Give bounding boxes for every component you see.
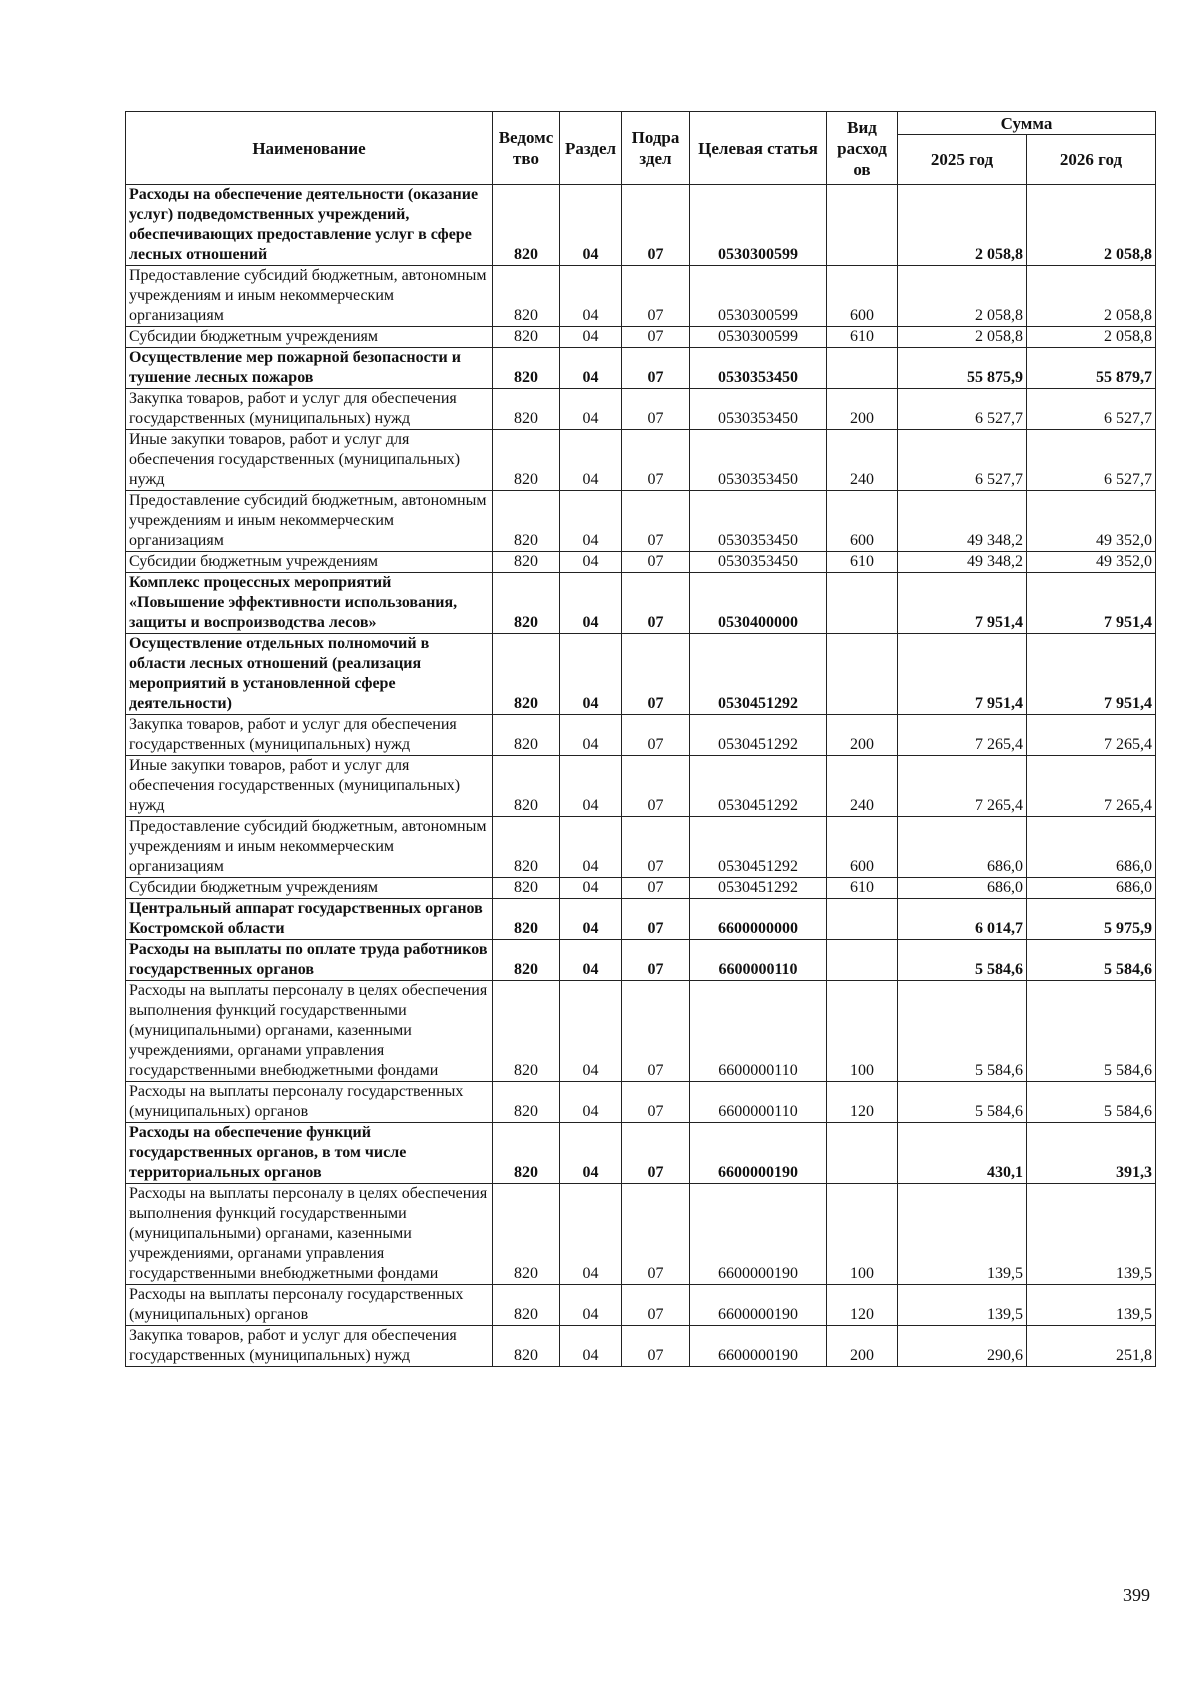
amount-2025-cell: 2 058,8 [898,327,1027,348]
vedomstvo-cell: 820 [493,1326,560,1367]
amount-2026-cell: 139,5 [1027,1285,1156,1326]
podrazdel-cell: 07 [622,1082,690,1123]
amount-2025-cell: 5 584,6 [898,940,1027,981]
table-row [126,715,1156,756]
celevaya-statya-cell: 0530353450 [690,491,827,552]
celevaya-statya-cell: 6600000190 [690,1123,827,1184]
vid-rashodov-cell: 240 [827,756,898,817]
amount-2026-cell: 6 527,7 [1027,389,1156,430]
vedomstvo-cell: 820 [493,940,560,981]
row-name-cell: Расходы на выплаты персоналу в целях обеспечения выполнения функций государственными (муниципальными) органами, казенными учреждениями, органами управления государственными внебюджетными фондами [126,1184,493,1285]
amount-2026-cell: 2 058,8 [1027,327,1156,348]
razdel-cell: 04 [560,185,622,266]
amount-2025-cell: 686,0 [898,878,1027,899]
table-row [126,348,1156,389]
vid-rashodov-cell: 200 [827,1326,898,1367]
amount-2025-cell: 5 584,6 [898,1082,1027,1123]
amount-2025-cell: 139,5 [898,1285,1027,1326]
razdel-cell: 04 [560,817,622,878]
podrazdel-cell: 07 [622,1326,690,1367]
vid-rashodov-cell: 610 [827,552,898,573]
razdel-cell: 04 [560,1326,622,1367]
table-row [126,185,1156,266]
razdel-cell: 04 [560,1184,622,1285]
amount-2026-cell: 6 527,7 [1027,430,1156,491]
amount-2025-cell: 5 584,6 [898,981,1027,1082]
amount-2025-cell: 2 058,8 [898,266,1027,327]
razdel-cell: 04 [560,1285,622,1326]
table-row [126,634,1156,715]
row-name-cell: Осуществление мер пожарной безопасности и тушение лесных пожаров [126,348,493,389]
amount-2025-cell: 430,1 [898,1123,1027,1184]
table-row [126,1326,1156,1367]
vid-rashodov-cell: 610 [827,327,898,348]
amount-2025-cell: 2 058,8 [898,185,1027,266]
celevaya-statya-cell: 0530400000 [690,573,827,634]
row-name-cell: Расходы на выплаты по оплате труда работников государственных органов [126,940,493,981]
celevaya-statya-cell: 6600000190 [690,1326,827,1367]
vid-rashodov-cell: 600 [827,817,898,878]
razdel-cell: 04 [560,634,622,715]
vedomstvo-cell: 820 [493,756,560,817]
vedomstvo-cell: 820 [493,634,560,715]
vedomstvo-cell: 820 [493,1184,560,1285]
vedomstvo-cell: 820 [493,430,560,491]
page-number: 399 [1123,1585,1150,1605]
row-name-cell: Предоставление субсидий бюджетным, автономным учреждениям и иным некоммерческим организациям [126,491,493,552]
celevaya-statya-cell: 0530353450 [690,430,827,491]
razdel-cell: 04 [560,940,622,981]
razdel-cell: 04 [560,389,622,430]
amount-2026-cell: 55 879,7 [1027,348,1156,389]
header-year-2026: 2026 год [1027,135,1156,185]
header-summa: Сумма [898,112,1156,135]
vid-rashodov-cell [827,1123,898,1184]
vedomstvo-cell: 820 [493,327,560,348]
vedomstvo-cell: 820 [493,981,560,1082]
amount-2026-cell: 7 951,4 [1027,634,1156,715]
header-row [126,112,1156,135]
amount-2026-cell: 5 584,6 [1027,940,1156,981]
vid-rashodov-cell: 100 [827,1184,898,1285]
vid-rashodov-cell: 200 [827,715,898,756]
amount-2025-cell: 7 951,4 [898,573,1027,634]
vedomstvo-cell: 820 [493,1082,560,1123]
vedomstvo-cell: 820 [493,715,560,756]
amount-2026-cell: 139,5 [1027,1184,1156,1285]
razdel-cell: 04 [560,430,622,491]
amount-2026-cell: 251,8 [1027,1326,1156,1367]
amount-2025-cell: 686,0 [898,817,1027,878]
vid-rashodov-cell: 600 [827,491,898,552]
row-name-cell: Субсидии бюджетным учреждениям [126,878,493,899]
row-name-cell: Комплекс процессных мероприятий «Повышение эффективности использования, защиты и воспроизводства лесов» [126,573,493,634]
razdel-cell: 04 [560,899,622,940]
vedomstvo-cell: 820 [493,185,560,266]
vid-rashodov-cell [827,348,898,389]
vid-rashodov-cell: 610 [827,878,898,899]
razdel-cell: 04 [560,878,622,899]
amount-2026-cell: 49 352,0 [1027,491,1156,552]
header-celevaya-statya: Целевая статья [690,112,827,185]
razdel-cell: 04 [560,327,622,348]
celevaya-statya-cell: 0530451292 [690,715,827,756]
table-row [126,1184,1156,1285]
razdel-cell: 04 [560,491,622,552]
amount-2025-cell: 6 527,7 [898,389,1027,430]
amount-2025-cell: 6 527,7 [898,430,1027,491]
amount-2025-cell: 55 875,9 [898,348,1027,389]
celevaya-statya-cell: 0530300599 [690,185,827,266]
celevaya-statya-cell: 6600000110 [690,940,827,981]
amount-2026-cell: 5 975,9 [1027,899,1156,940]
podrazdel-cell: 07 [622,552,690,573]
row-name-cell: Расходы на выплаты персоналу государственных (муниципальных) органов [126,1082,493,1123]
vedomstvo-cell: 820 [493,817,560,878]
row-name-cell: Осуществление отдельных полномочий в области лесных отношений (реализация мероприятий в установленной сфере деятельности) [126,634,493,715]
vedomstvo-cell: 820 [493,573,560,634]
podrazdel-cell: 07 [622,430,690,491]
table-row [126,899,1156,940]
podrazdel-cell: 07 [622,491,690,552]
row-name-cell: Иные закупки товаров, работ и услуг для обеспечения государственных (муниципальных) нужд [126,430,493,491]
podrazdel-cell: 07 [622,634,690,715]
vedomstvo-cell: 820 [493,899,560,940]
row-name-cell: Предоставление субсидий бюджетным, автономным учреждениям и иным некоммерческим организациям [126,266,493,327]
amount-2026-cell: 7 265,4 [1027,756,1156,817]
podrazdel-cell: 07 [622,1123,690,1184]
vid-rashodov-cell: 200 [827,389,898,430]
row-name-cell: Субсидии бюджетным учреждениям [126,552,493,573]
row-name-cell: Расходы на выплаты персоналу государственных (муниципальных) органов [126,1285,493,1326]
amount-2026-cell: 5 584,6 [1027,1082,1156,1123]
row-name-cell: Центральный аппарат государственных органов Костромской области [126,899,493,940]
amount-2026-cell: 686,0 [1027,817,1156,878]
vid-rashodov-cell: 120 [827,1285,898,1326]
vid-rashodov-cell [827,634,898,715]
celevaya-statya-cell: 0530451292 [690,634,827,715]
amount-2025-cell: 49 348,2 [898,491,1027,552]
vedomstvo-cell: 820 [493,348,560,389]
vedomstvo-cell: 820 [493,491,560,552]
vedomstvo-cell: 820 [493,389,560,430]
podrazdel-cell: 07 [622,899,690,940]
vedomstvo-cell: 820 [493,1123,560,1184]
podrazdel-cell: 07 [622,878,690,899]
row-name-cell: Субсидии бюджетным учреждениям [126,327,493,348]
vid-rashodov-cell: 100 [827,981,898,1082]
celevaya-statya-cell: 0530353450 [690,389,827,430]
header-vedomstvo: Ведомс тво [493,112,560,185]
amount-2026-cell: 2 058,8 [1027,266,1156,327]
amount-2025-cell: 290,6 [898,1326,1027,1367]
table-row [126,1285,1156,1326]
amount-2025-cell: 7 951,4 [898,634,1027,715]
vid-rashodov-cell [827,940,898,981]
vedomstvo-cell: 820 [493,266,560,327]
podrazdel-cell: 07 [622,389,690,430]
podrazdel-cell: 07 [622,266,690,327]
razdel-cell: 04 [560,266,622,327]
header-vid-rashodov: Вид расход ов [827,112,898,185]
celevaya-statya-cell: 6600000190 [690,1285,827,1326]
celevaya-statya-cell: 0530451292 [690,817,827,878]
table-row [126,573,1156,634]
razdel-cell: 04 [560,756,622,817]
table-row [126,756,1156,817]
vid-rashodov-cell [827,899,898,940]
vedomstvo-cell: 820 [493,1285,560,1326]
row-name-cell: Расходы на выплаты персоналу в целях обеспечения выполнения функций государственными (муниципальными) органами, казенными учреждениями, органами управления государственными внебюджетными фондами [126,981,493,1082]
amount-2026-cell: 391,3 [1027,1123,1156,1184]
celevaya-statya-cell: 0530300599 [690,327,827,348]
table-row [126,940,1156,981]
amount-2026-cell: 2 058,8 [1027,185,1156,266]
razdel-cell: 04 [560,573,622,634]
amount-2026-cell: 49 352,0 [1027,552,1156,573]
celevaya-statya-cell: 0530451292 [690,756,827,817]
vid-rashodov-cell: 600 [827,266,898,327]
table-row [126,491,1156,552]
vedomstvo-cell: 820 [493,552,560,573]
row-name-cell: Закупка товаров, работ и услуг для обеспечения государственных (муниципальных) нужд [126,1326,493,1367]
podrazdel-cell: 07 [622,715,690,756]
podrazdel-cell: 07 [622,981,690,1082]
razdel-cell: 04 [560,552,622,573]
table-row [126,552,1156,573]
amount-2025-cell: 7 265,4 [898,756,1027,817]
table-row [126,1082,1156,1123]
celevaya-statya-cell: 6600000190 [690,1184,827,1285]
table-row [126,327,1156,348]
amount-2026-cell: 686,0 [1027,878,1156,899]
amount-2026-cell: 7 265,4 [1027,715,1156,756]
table-row [126,430,1156,491]
table-row [126,981,1156,1082]
header-podrazdel: Подра здел [622,112,690,185]
celevaya-statya-cell: 0530353450 [690,348,827,389]
table-row [126,389,1156,430]
amount-2026-cell: 5 584,6 [1027,981,1156,1082]
amount-2025-cell: 49 348,2 [898,552,1027,573]
podrazdel-cell: 07 [622,940,690,981]
celevaya-statya-cell: 6600000110 [690,1082,827,1123]
podrazdel-cell: 07 [622,1184,690,1285]
row-name-cell: Иные закупки товаров, работ и услуг для обеспечения государственных (муниципальных) нужд [126,756,493,817]
vid-rashodov-cell [827,573,898,634]
table-row [126,1123,1156,1184]
header-name: Наименование [126,112,493,185]
table-body [126,185,1156,1367]
podrazdel-cell: 07 [622,348,690,389]
budget-table [125,111,1156,1367]
podrazdel-cell: 07 [622,756,690,817]
podrazdel-cell: 07 [622,327,690,348]
amount-2025-cell: 6 014,7 [898,899,1027,940]
amount-2025-cell: 7 265,4 [898,715,1027,756]
amount-2025-cell: 139,5 [898,1184,1027,1285]
amount-2026-cell: 7 951,4 [1027,573,1156,634]
razdel-cell: 04 [560,1082,622,1123]
header-year-2025: 2025 год [898,135,1027,185]
podrazdel-cell: 07 [622,817,690,878]
celevaya-statya-cell: 6600000110 [690,981,827,1082]
celevaya-statya-cell: 6600000000 [690,899,827,940]
vid-rashodov-cell [827,185,898,266]
podrazdel-cell: 07 [622,185,690,266]
razdel-cell: 04 [560,1123,622,1184]
row-name-cell: Расходы на обеспечение деятельности (оказание услуг) подведомственных учреждений, обеспечивающих предоставление услуг в сфере лесных отношений [126,185,493,266]
razdel-cell: 04 [560,981,622,1082]
table-row [126,266,1156,327]
razdel-cell: 04 [560,348,622,389]
celevaya-statya-cell: 0530451292 [690,878,827,899]
table-row [126,817,1156,878]
table-row [126,878,1156,899]
podrazdel-cell: 07 [622,1285,690,1326]
celevaya-statya-cell: 0530300599 [690,266,827,327]
row-name-cell: Закупка товаров, работ и услуг для обеспечения государственных (муниципальных) нужд [126,715,493,756]
vid-rashodov-cell: 240 [827,430,898,491]
row-name-cell: Закупка товаров, работ и услуг для обеспечения государственных (муниципальных) нужд [126,389,493,430]
celevaya-statya-cell: 0530353450 [690,552,827,573]
vedomstvo-cell: 820 [493,878,560,899]
podrazdel-cell: 07 [622,573,690,634]
razdel-cell: 04 [560,715,622,756]
row-name-cell: Предоставление субсидий бюджетным, автономным учреждениям и иным некоммерческим организациям [126,817,493,878]
header-razdel: Раздел [560,112,622,185]
row-name-cell: Расходы на обеспечение функций государственных органов, в том числе территориальных органов [126,1123,493,1184]
vid-rashodov-cell: 120 [827,1082,898,1123]
